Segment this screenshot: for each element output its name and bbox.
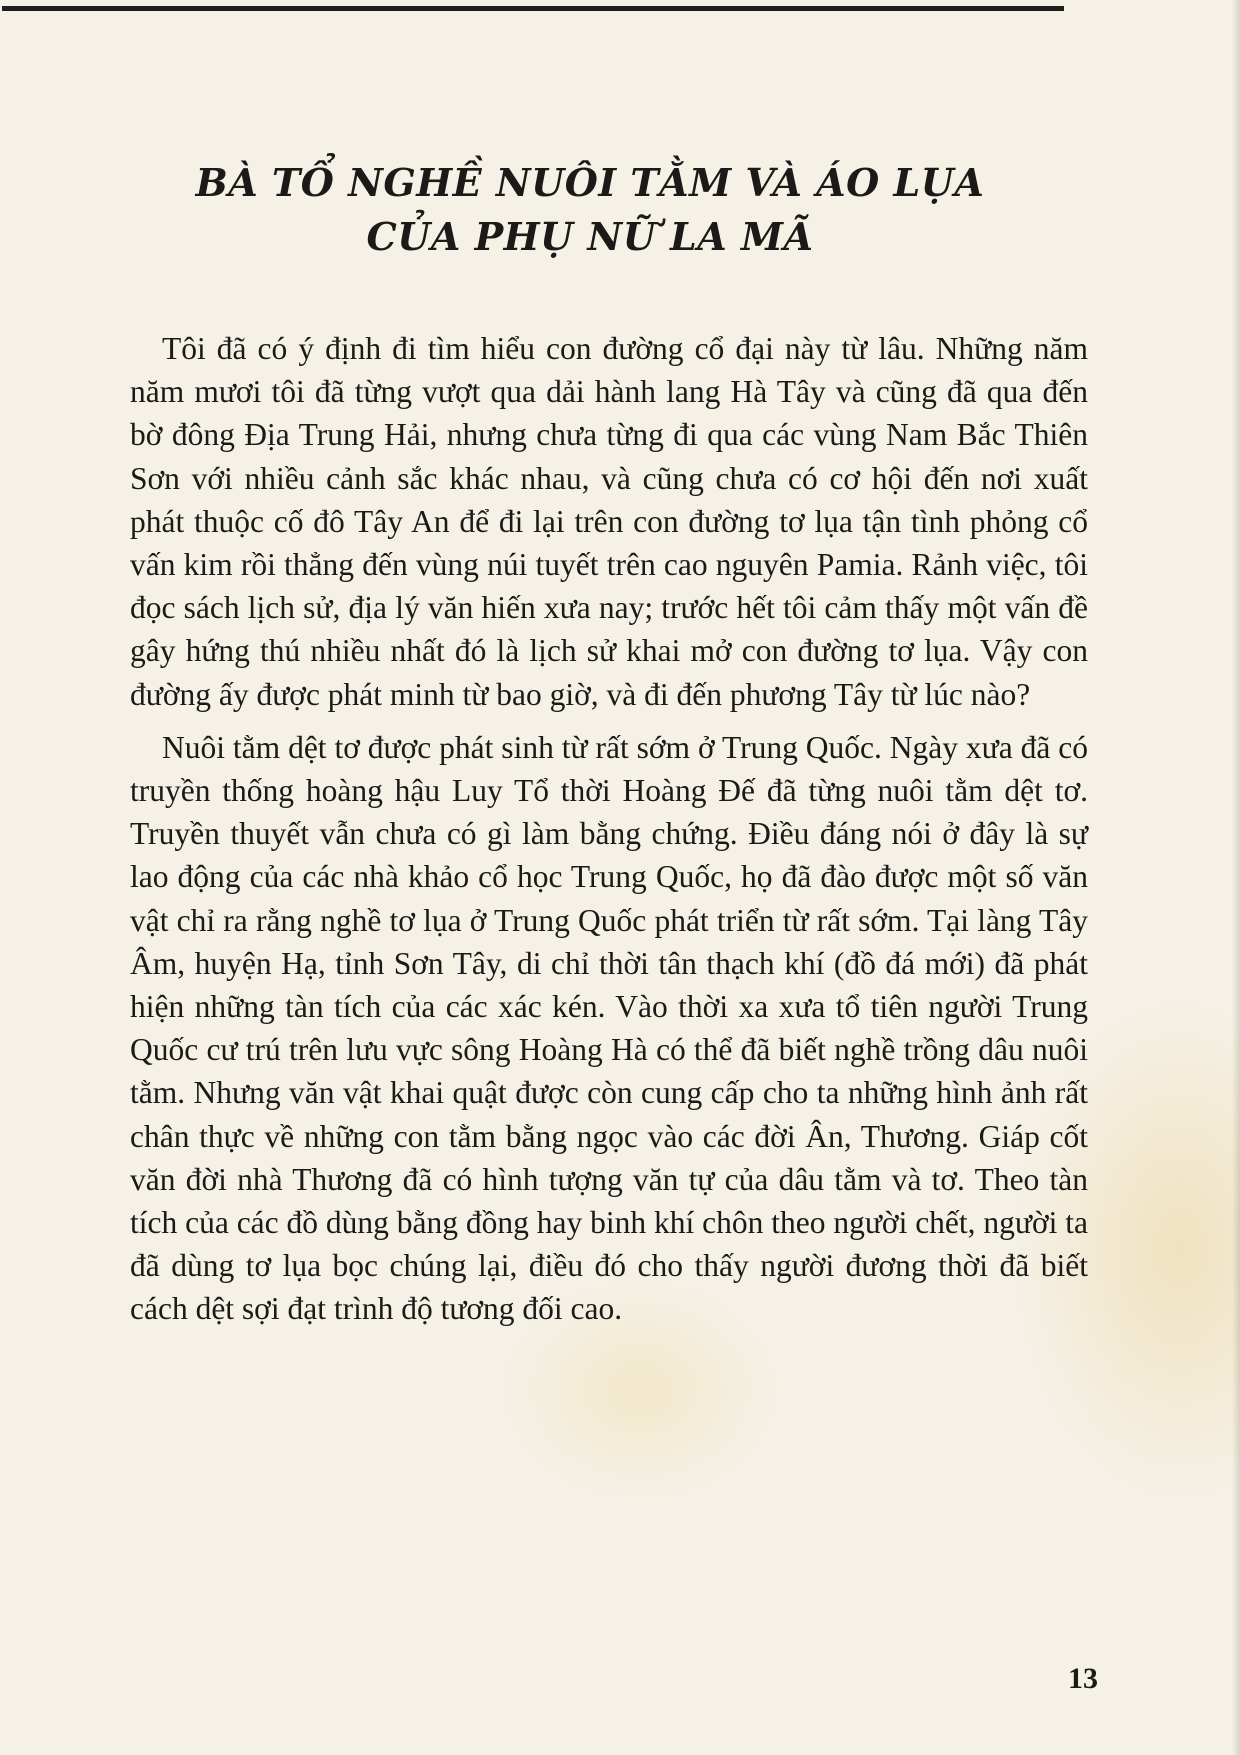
paragraph-1: Tôi đã có ý định đi tìm hiểu con đường cổ đại này từ lâu. Những năm năm mươi tôi đã từng vượt qua dải hành lang Hà Tây và cũng đã qua đến bờ đông Địa Trung Hải, nhưng chưa từng đi qua các vùng Nam Bắc Thiên Sơn với nhiều cảnh sắc khác nhau, và cũng chưa có cơ hội đến nơi xuất phát thuộc cố đô Tây An để đi lại trên con đường tơ lụa tận tình phỏng cổ vấn kim rồi thẳng đến vùng núi tuyết trên cao nguyên Pamia. Rảnh việc, tôi đọc sách lịch sử, địa lý văn hiến xưa nay; trước hết tôi cảm thấy một vấn đề gây hứng thú nhiều nhất đó là lịch sử khai mở con đường tơ lụa. Vậy con đường ấy được phát minh từ bao giờ, và đi đến phương Tây từ lúc nào?	[130, 331, 1088, 712]
top-rule	[2, 6, 1064, 11]
body-text	[130, 327, 1088, 1331]
chapter-title	[0, 156, 1180, 264]
chapter-title-line-2: CỦA PHỤ NỮ LA MÃ	[366, 214, 814, 259]
chapter-title-line-1: BÀ TỔ NGHỀ NUÔI TẰM VÀ ÁO LỤA	[195, 160, 985, 205]
page-edge-shadow	[1232, 0, 1240, 1755]
paragraph-2: Nuôi tằm dệt tơ được phát sinh từ rất sớm ở Trung Quốc. Ngày xưa đã có truyền thống hoàng hậu Luy Tổ thời Hoàng Đế đã từng nuôi tằm dệt tơ. Truyền thuyết vẫn chưa có gì làm bằng chứng. Điều đáng nói ở đây là sự lao động của các nhà khảo cổ học Trung Quốc, họ đã đào được một số văn vật chỉ ra rằng nghề tơ lụa ở Trung Quốc phát triển từ rất sớm. Tại làng Tây Âm, huyện Hạ, tỉnh Sơn Tây, di chỉ thời tân thạch khí (đồ đá mới) đã phát hiện những tàn tích của các xác kén. Vào thời xa xưa tổ tiên người Trung Quốc cư trú trên lưu vực sông Hoàng Hà có thể đã biết nghề trồng dâu nuôi tằm. Nhưng văn vật khai quật được còn cung cấp cho ta những hình ảnh rất chân thực về những con tằm bằng ngọc vào các đời Ân, Thương. Giáp cốt văn đời nhà Thương đã có hình tượng văn tự của dâu tằm và tơ. Theo tàn tích của các đồ dùng bằng đồng hay binh khí chôn theo người chết, người ta đã dùng tơ lụa bọc chúng lại, điều đó cho thấy người đương thời đã biết cách dệt sợi đạt trình độ tương đối cao.	[130, 729, 1088, 1327]
page-number: 13	[1068, 1662, 1098, 1695]
